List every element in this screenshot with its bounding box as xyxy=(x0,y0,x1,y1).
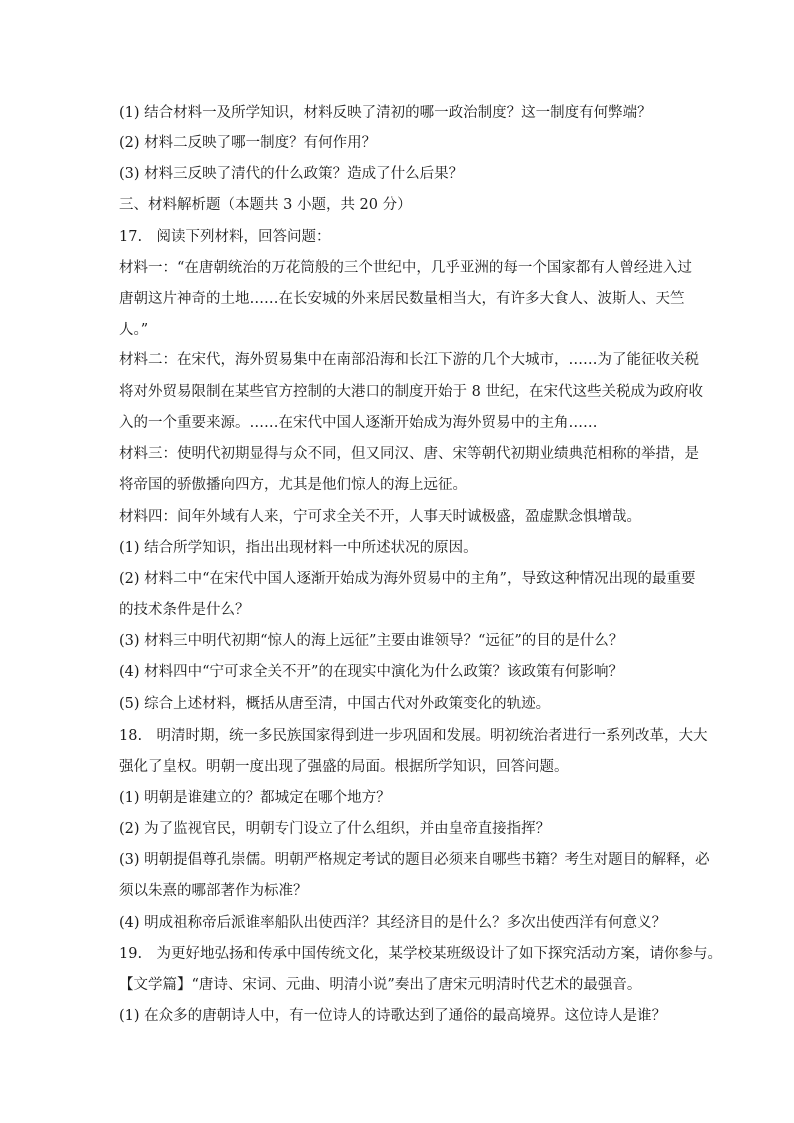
question-16-part-2: (2) 材料二反映了哪一制度？有何作用？ xyxy=(119,135,377,151)
material-1-line-2: 唐朝这片神奇的土地……在长安城的外来居民数量相当大，有许多大食人、波斯人、天竺 xyxy=(119,291,685,307)
material-4: 材料四：间年外域有人来，宁可求全关不开，人事天时诚极盛，盈虚默念惧增哉。 xyxy=(119,509,641,525)
material-2-line-3: 入的一个重要来源。……在宋代中国人逐渐开始成为海外贸易中的主角…… xyxy=(119,415,598,431)
question-19-part-1: (1) 在众多的唐朝诗人中，有一位诗人的诗歌达到了通俗的最高境界。这位诗人是谁？ xyxy=(119,1008,667,1024)
question-17-part-5: (5) 综合上述材料，概括从唐至清，中国古代对外政策变化的轨迹。 xyxy=(119,696,551,712)
material-3-line-1: 材料三：使明代初期显得与众不同，但又同汉、唐、宋等朝代初期业绩典范相称的举措，是 xyxy=(119,446,699,462)
question-17-part-3: (3) 材料三中明代初期“惊人的海上远征”主要由谁领导？“远征”的目的是什么？ xyxy=(119,633,624,649)
material-1-line-1: 材料一：“在唐朝统治的万花筒般的三个世纪中，几乎亚洲的每一个国家都有人曾经进入过 xyxy=(119,260,692,276)
question-17-part-2-line-2: 的技术条件是什么？ xyxy=(119,602,250,618)
question-17-stem: 17. 阅读下列材料，回答问题： xyxy=(119,229,331,245)
material-2-line-1: 材料二：在宋代，海外贸易集中在南部沿海和长江下游的几个大城市，……为了能征收关税 xyxy=(119,352,699,368)
question-18-part-2: (2) 为了监视官民，明朝专门设立了什么组织，并由皇帝直接指挥？ xyxy=(119,821,551,837)
question-16-part-3: (3) 材料三反映了清代的什么政策？造成了什么后果？ xyxy=(119,166,464,182)
question-18-stem-line-1: 18. 明清时期，统一多民族国家得到进一步巩固和发展。明初统治者进行一系列改革，大大 xyxy=(119,728,708,744)
question-17-part-1: (1) 结合所学知识，指出出现材料一中所述状况的原因。 xyxy=(119,540,478,556)
question-17-part-4: (4) 材料四中“宁可求全关不开”的在现实中演化为什么政策？该政策有何影响？ xyxy=(119,664,623,680)
material-2-line-2: 将对外贸易限制在某些官方控制的大港口的制度开始于 8 世纪，在宋代这些关税成为政府收 xyxy=(119,384,703,400)
question-18-part-4: (4) 明成祖称帝后派谁率船队出使西洋？其经济目的是什么？多次出使西洋有何意义？ xyxy=(119,915,667,931)
question-18-stem-line-2: 强化了皇权。明朝一度出现了强盛的局面。根据所学知识，回答问题。 xyxy=(119,759,569,775)
section-heading: 三、材料解析题（本题共 3 小题，共 20 分） xyxy=(119,197,412,213)
material-3-line-2: 将帝国的骄傲播向四方，尤其是他们惊人的海上远征。 xyxy=(119,477,467,493)
question-18-part-1: (1) 明朝是谁建立的？都城定在哪个地方？ xyxy=(119,790,391,806)
material-1-line-3: 人。” xyxy=(119,322,149,338)
question-19-stem: 19. 为更好地弘扬和传承中国传统文化，某学校某班级设计了如下探究活动方案，请你参与。 xyxy=(119,946,723,962)
question-16-part-1: (1) 结合材料一及所学知识，材料反映了清初的哪一政治制度？这一制度有何弊端？ xyxy=(119,105,652,121)
question-17-part-2-line-1: (2) 材料二中“在宋代中国人逐渐开始成为海外贸易中的主角”，导致这种情况出现的最重要 xyxy=(119,571,696,587)
question-18-part-3-line-2: 须以朱熹的哪部著作为标准？ xyxy=(119,883,308,899)
question-18-part-3-line-1: (3) 明朝提倡尊孔崇儒。明朝严格规定考试的题目必须来自哪些书籍？考生对题目的解释，必 xyxy=(119,852,710,868)
literature-section-intro: 【文学篇】“唐诗、宋词、元曲、明清小说”奏出了唐宋元明清时代艺术的最强音。 xyxy=(119,977,642,993)
